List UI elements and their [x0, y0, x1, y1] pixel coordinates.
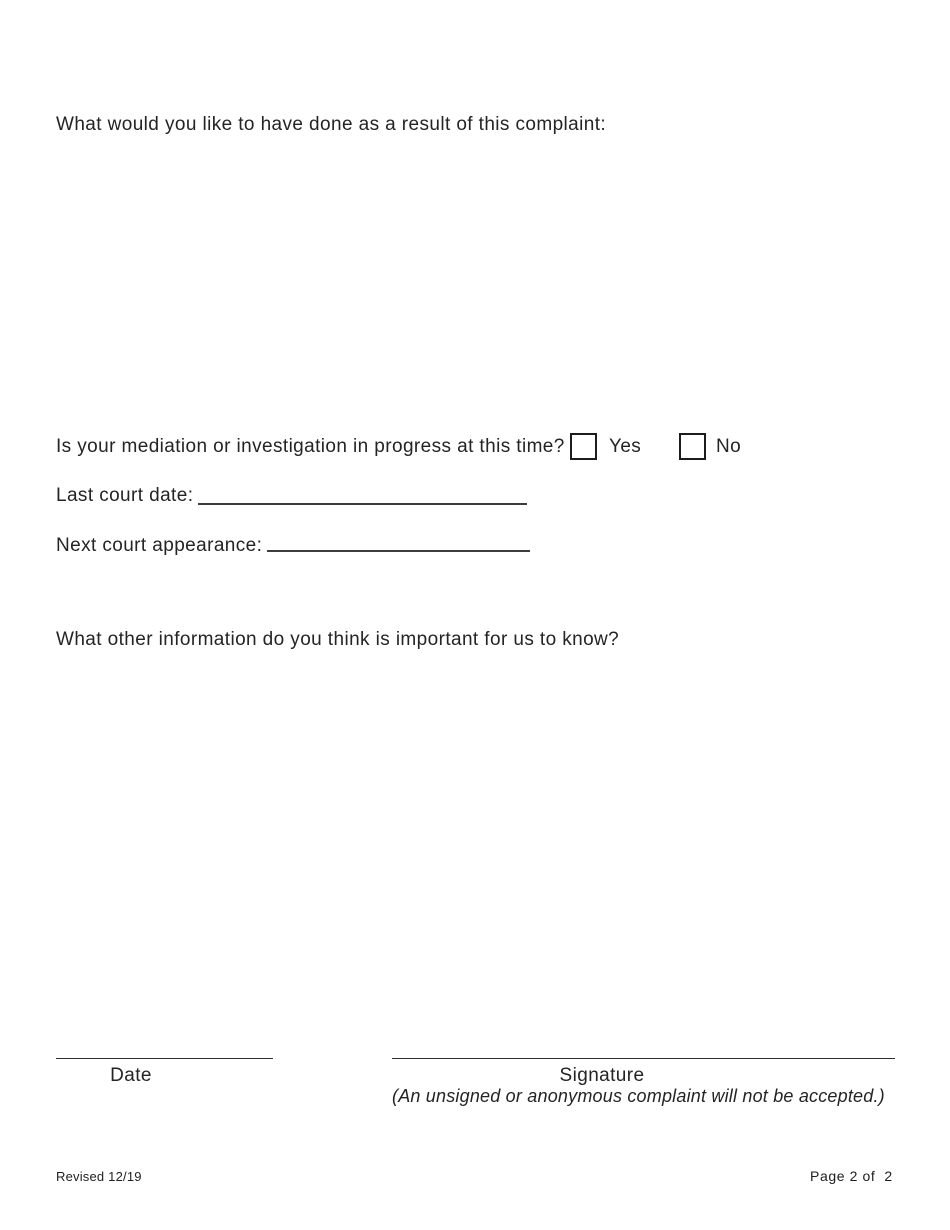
question-other-information: What other information do you think is important for us to know? — [56, 629, 620, 650]
mediation-yes-checkbox[interactable] — [570, 433, 597, 460]
question-complaint-result: What would you like to have done as a result of this complaint: — [56, 114, 607, 135]
signature-field-line[interactable] — [392, 1058, 895, 1059]
last-court-date-field-line[interactable] — [198, 503, 527, 505]
signature-note: (An unsigned or anonymous complaint will not be accepted.) — [392, 1086, 885, 1106]
mediation-yes-label: Yes — [609, 436, 642, 457]
question-mediation-in-progress: Is your mediation or investigation in progress at this time? — [56, 436, 565, 457]
revised-date-text: Revised 12/19 — [56, 1169, 142, 1184]
mediation-no-checkbox[interactable] — [679, 433, 706, 460]
page-number-text: Page 2 of 2 — [810, 1168, 893, 1184]
next-court-appearance-label: Next court appearance: — [56, 535, 263, 556]
date-label: Date — [110, 1065, 152, 1086]
last-court-date-label: Last court date: — [56, 485, 194, 506]
date-field-line[interactable] — [56, 1058, 273, 1059]
next-court-appearance-field-line[interactable] — [267, 550, 530, 552]
signature-label: Signature — [559, 1065, 645, 1086]
mediation-no-label: No — [716, 436, 742, 457]
